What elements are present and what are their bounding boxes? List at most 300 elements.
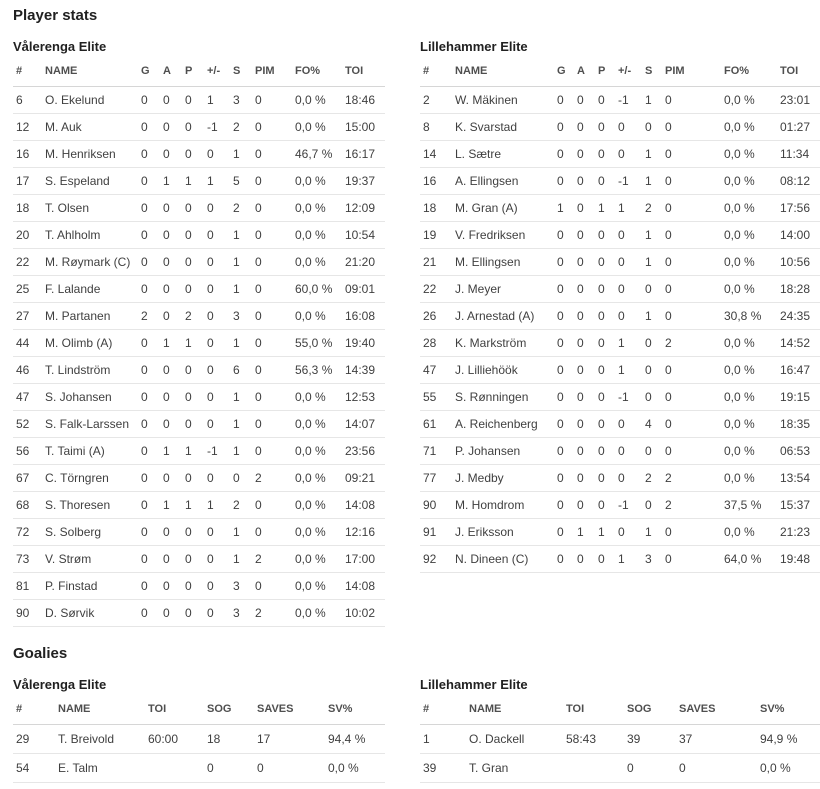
stat-cell-name: S. Johansen xyxy=(45,384,141,411)
column-header-col: # xyxy=(420,53,455,87)
stat-cell-toi: 17:56 xyxy=(780,195,820,222)
stat-cell-col: 0 xyxy=(618,411,645,438)
stat-cell-col: 16 xyxy=(420,168,455,195)
stat-cell-col: 61 xyxy=(420,411,455,438)
player-row xyxy=(420,411,820,438)
stat-cell-s: 3 xyxy=(233,600,255,627)
column-header-name: NAME xyxy=(58,691,148,725)
stat-cell-toi: 14:00 xyxy=(780,222,820,249)
stat-cell-fo: 0,0 % xyxy=(295,438,345,465)
stat-cell-p: 0 xyxy=(598,114,618,141)
stat-cell-toi: 11:34 xyxy=(780,141,820,168)
stat-cell-pim: 2 xyxy=(255,546,295,573)
stat-cell-pim: 0 xyxy=(665,87,724,114)
stat-cell-col: 17 xyxy=(13,168,45,195)
column-header-s: S xyxy=(645,53,665,87)
stat-cell-name: T. Taimi (A) xyxy=(45,438,141,465)
stat-cell-col: 73 xyxy=(13,546,45,573)
stat-cell-col: 0 xyxy=(618,303,645,330)
stat-cell-pim: 0 xyxy=(665,222,724,249)
column-header-row xyxy=(13,53,385,87)
stat-cell-g: 0 xyxy=(141,465,163,492)
goalie-row xyxy=(13,725,385,754)
team-block-players-away xyxy=(420,23,820,573)
stat-cell-g: 0 xyxy=(141,492,163,519)
stat-cell-p: 1 xyxy=(185,330,207,357)
stat-cell-p: 0 xyxy=(185,222,207,249)
stat-cell-col: 0 xyxy=(618,519,645,546)
stat-cell-pim: 0 xyxy=(255,492,295,519)
stat-cell-name: V. Strøm xyxy=(45,546,141,573)
stat-cell-col: 68 xyxy=(13,492,45,519)
stat-cell-g: 0 xyxy=(141,222,163,249)
stat-cell-name: K. Svarstad xyxy=(455,114,557,141)
stat-cell-col: 56 xyxy=(13,438,45,465)
stat-cell-s: 1 xyxy=(645,222,665,249)
stat-cell-col: 0 xyxy=(207,303,233,330)
stat-cell-name: O. Ekelund xyxy=(45,87,141,114)
stat-cell-name: S. Rønningen xyxy=(455,384,557,411)
stat-cell-p: 0 xyxy=(598,87,618,114)
stat-cell-fo: 0,0 % xyxy=(295,249,345,276)
stat-cell-col: 0 xyxy=(207,141,233,168)
stat-cell-col: 26 xyxy=(420,303,455,330)
column-header-col: # xyxy=(13,691,58,725)
stat-cell-sv: 94,4 % xyxy=(328,725,385,754)
stat-cell-s: 1 xyxy=(233,519,255,546)
stat-cell-name: M. Ellingsen xyxy=(455,249,557,276)
stat-cell-pim: 0 xyxy=(255,519,295,546)
stat-cell-toi: 19:40 xyxy=(345,330,385,357)
goalie-stats-table-home xyxy=(13,691,385,783)
stat-cell-toi: 14:08 xyxy=(345,492,385,519)
team-block-players-home xyxy=(13,23,385,627)
player-row xyxy=(13,249,385,276)
stat-cell-g: 0 xyxy=(141,411,163,438)
stat-cell-s: 1 xyxy=(233,411,255,438)
stat-cell-toi: 19:15 xyxy=(780,384,820,411)
player-row xyxy=(13,492,385,519)
stat-cell-toi: 14:39 xyxy=(345,357,385,384)
stat-cell-a: 0 xyxy=(163,573,185,600)
stat-cell-name: P. Finstad xyxy=(45,573,141,600)
stat-cell-name: E. Talm xyxy=(58,754,148,783)
stat-cell-s: 3 xyxy=(233,303,255,330)
stat-cell-fo: 0,0 % xyxy=(295,303,345,330)
column-header-a: A xyxy=(577,53,598,87)
stat-cell-col: 0 xyxy=(618,249,645,276)
stat-cell-fo: 0,0 % xyxy=(724,519,780,546)
stat-cell-a: 0 xyxy=(577,114,598,141)
goalie-tables-grid xyxy=(13,661,820,783)
stat-cell-saves: 0 xyxy=(679,754,760,783)
stat-cell-name: J. Lilliehöök xyxy=(455,357,557,384)
stat-cell-a: 0 xyxy=(163,357,185,384)
stat-cell-fo: 0,0 % xyxy=(295,492,345,519)
stat-cell-a: 0 xyxy=(163,411,185,438)
stat-cell-a: 0 xyxy=(163,519,185,546)
stat-cell-col: 14 xyxy=(420,141,455,168)
stat-cell-sv: 0,0 % xyxy=(760,754,820,783)
stat-cell-s: 0 xyxy=(645,330,665,357)
stat-cell-col: 0 xyxy=(207,249,233,276)
stat-cell-a: 0 xyxy=(577,249,598,276)
stat-cell-col: 0 xyxy=(207,519,233,546)
stat-cell-g: 0 xyxy=(141,519,163,546)
stat-cell-col: 0 xyxy=(207,222,233,249)
stat-cell-pim: 0 xyxy=(665,195,724,222)
stat-cell-name: M. Henriksen xyxy=(45,141,141,168)
stat-cell-fo: 0,0 % xyxy=(295,600,345,627)
stat-cell-col: 21 xyxy=(420,249,455,276)
stat-cell-a: 0 xyxy=(163,87,185,114)
stat-cell-col: 1 xyxy=(207,87,233,114)
stat-cell-g: 0 xyxy=(557,141,577,168)
stat-cell-pim: 0 xyxy=(255,438,295,465)
stat-cell-name: T. Gran xyxy=(469,754,566,783)
player-row xyxy=(420,492,820,519)
stat-cell-s: 0 xyxy=(233,465,255,492)
column-header-sog: SOG xyxy=(627,691,679,725)
stat-cell-toi: 06:53 xyxy=(780,438,820,465)
stat-cell-col: 55 xyxy=(420,384,455,411)
stat-cell-name: S. Espeland xyxy=(45,168,141,195)
player-row xyxy=(13,546,385,573)
stat-cell-s: 1 xyxy=(233,276,255,303)
stat-cell-s: 0 xyxy=(645,492,665,519)
goalies-title: Goalies xyxy=(13,645,68,662)
stat-cell-name: T. Breivold xyxy=(58,725,148,754)
stat-cell-pim: 0 xyxy=(255,195,295,222)
stat-cell-col: 20 xyxy=(13,222,45,249)
stat-cell-s: 1 xyxy=(645,249,665,276)
column-header-sv: SV% xyxy=(328,691,385,725)
stat-cell-p: 2 xyxy=(185,303,207,330)
stat-cell-a: 0 xyxy=(577,492,598,519)
player-row xyxy=(420,546,820,573)
stat-cell-a: 0 xyxy=(577,141,598,168)
stat-cell-col: 1 xyxy=(618,195,645,222)
stat-cell-col: 25 xyxy=(13,276,45,303)
stat-cell-s: 5 xyxy=(233,168,255,195)
column-header-toi: TOI xyxy=(780,53,820,87)
stat-cell-col: -1 xyxy=(207,438,233,465)
goalie-row xyxy=(420,754,820,783)
stat-cell-a: 1 xyxy=(577,519,598,546)
column-header-sog: SOG xyxy=(207,691,257,725)
stat-cell-s: 0 xyxy=(645,114,665,141)
stat-cell-fo: 46,7 % xyxy=(295,141,345,168)
stat-cell-s: 3 xyxy=(645,546,665,573)
stat-cell-toi: 12:16 xyxy=(345,519,385,546)
stat-cell-toi: 16:17 xyxy=(345,141,385,168)
stat-cell-col: 2 xyxy=(420,87,455,114)
player-row xyxy=(13,438,385,465)
stat-cell-g: 0 xyxy=(141,330,163,357)
stat-cell-pim: 0 xyxy=(665,168,724,195)
column-header-a: A xyxy=(163,53,185,87)
column-header-fo: FO% xyxy=(295,53,345,87)
stat-cell-fo: 64,0 % xyxy=(724,546,780,573)
stat-cell-a: 0 xyxy=(577,546,598,573)
player-row xyxy=(13,573,385,600)
stat-cell-name: P. Johansen xyxy=(455,438,557,465)
stat-cell-p: 0 xyxy=(185,114,207,141)
stat-cell-p: 0 xyxy=(598,303,618,330)
stat-cell-toi: 12:53 xyxy=(345,384,385,411)
stat-cell-g: 0 xyxy=(141,438,163,465)
stat-cell-col: 47 xyxy=(420,357,455,384)
stat-cell-col: 1 xyxy=(618,330,645,357)
stat-cell-p: 0 xyxy=(185,465,207,492)
goalie-team-name-home: Vålerenga Elite xyxy=(13,677,107,692)
stat-cell-name: A. Reichenberg xyxy=(455,411,557,438)
stat-cell-col: 0 xyxy=(207,276,233,303)
stat-cell-a: 0 xyxy=(163,384,185,411)
stat-cell-g: 0 xyxy=(557,384,577,411)
column-header-name: NAME xyxy=(469,691,566,725)
stat-cell-g: 0 xyxy=(557,492,577,519)
stat-cell-p: 0 xyxy=(185,276,207,303)
stat-cell-fo: 0,0 % xyxy=(724,141,780,168)
column-header-col: +/- xyxy=(618,53,645,87)
stat-cell-g: 0 xyxy=(141,357,163,384)
stat-cell-col: 1 xyxy=(207,168,233,195)
stat-cell-toi xyxy=(148,754,207,783)
column-header-toi: TOI xyxy=(148,691,207,725)
stat-cell-toi: 09:21 xyxy=(345,465,385,492)
player-row xyxy=(13,87,385,114)
stat-cell-pim: 0 xyxy=(255,411,295,438)
stat-cell-toi xyxy=(566,754,627,783)
stat-cell-toi: 21:20 xyxy=(345,249,385,276)
stat-cell-col: 0 xyxy=(618,222,645,249)
stat-cell-s: 2 xyxy=(233,195,255,222)
stat-cell-name: S. Thoresen xyxy=(45,492,141,519)
stat-cell-p: 1 xyxy=(598,519,618,546)
team-name-away: Lillehammer Elite xyxy=(420,39,528,54)
stat-cell-fo: 30,8 % xyxy=(724,303,780,330)
stat-cell-p: 0 xyxy=(598,438,618,465)
stat-cell-toi: 01:27 xyxy=(780,114,820,141)
stat-cell-col: 0 xyxy=(207,600,233,627)
stat-cell-g: 0 xyxy=(557,303,577,330)
stat-cell-fo: 0,0 % xyxy=(724,276,780,303)
stat-cell-toi: 16:08 xyxy=(345,303,385,330)
stat-cell-name: N. Dineen (C) xyxy=(455,546,557,573)
stat-cell-col: -1 xyxy=(618,384,645,411)
stat-cell-p: 0 xyxy=(185,357,207,384)
player-row xyxy=(420,384,820,411)
stat-cell-s: 2 xyxy=(233,492,255,519)
stat-cell-g: 0 xyxy=(141,600,163,627)
stat-cell-a: 0 xyxy=(163,141,185,168)
player-row xyxy=(420,87,820,114)
stat-cell-name: F. Lalande xyxy=(45,276,141,303)
stat-cell-pim: 0 xyxy=(255,249,295,276)
stat-cell-g: 0 xyxy=(557,249,577,276)
column-header-fo: FO% xyxy=(724,53,780,87)
stat-cell-toi: 10:02 xyxy=(345,600,385,627)
stat-cell-sv: 94,9 % xyxy=(760,725,820,754)
stat-cell-g: 0 xyxy=(557,465,577,492)
column-header-name: NAME xyxy=(455,53,557,87)
stat-cell-toi: 17:00 xyxy=(345,546,385,573)
stat-cell-name: S. Solberg xyxy=(45,519,141,546)
stat-cell-g: 0 xyxy=(141,384,163,411)
stat-cell-col: 1 xyxy=(207,492,233,519)
stat-cell-a: 1 xyxy=(163,438,185,465)
stat-cell-col: 18 xyxy=(13,195,45,222)
stat-cell-a: 1 xyxy=(163,492,185,519)
stat-cell-col: 0 xyxy=(618,276,645,303)
stat-cell-col: 0 xyxy=(618,114,645,141)
stat-cell-col: 81 xyxy=(13,573,45,600)
stat-cell-a: 0 xyxy=(577,330,598,357)
stat-cell-col: 67 xyxy=(13,465,45,492)
column-header-pim: PIM xyxy=(255,53,295,87)
stat-cell-col: 22 xyxy=(420,276,455,303)
player-row xyxy=(420,114,820,141)
stat-cell-name: T. Ahlholm xyxy=(45,222,141,249)
stat-cell-col: 0 xyxy=(207,465,233,492)
player-row xyxy=(420,141,820,168)
stat-cell-name: J. Medby xyxy=(455,465,557,492)
stat-cell-toi: 14:08 xyxy=(345,573,385,600)
stat-cell-name: D. Sørvik xyxy=(45,600,141,627)
stat-cell-col: 0 xyxy=(207,411,233,438)
stat-cell-a: 0 xyxy=(577,276,598,303)
stat-cell-pim: 0 xyxy=(665,357,724,384)
stat-cell-pim: 0 xyxy=(255,141,295,168)
stat-cell-pim: 0 xyxy=(665,546,724,573)
stat-cell-col: 71 xyxy=(420,438,455,465)
player-row xyxy=(420,330,820,357)
column-header-sv: SV% xyxy=(760,691,820,725)
stat-cell-p: 0 xyxy=(598,492,618,519)
stat-cell-fo: 0,0 % xyxy=(295,519,345,546)
stat-cell-name: J. Eriksson xyxy=(455,519,557,546)
stat-cell-g: 0 xyxy=(557,411,577,438)
stat-cell-fo: 0,0 % xyxy=(295,573,345,600)
player-row xyxy=(420,465,820,492)
stat-cell-name: M. Olimb (A) xyxy=(45,330,141,357)
column-header-p: P xyxy=(185,53,207,87)
stat-cell-fo: 0,0 % xyxy=(724,438,780,465)
stat-cell-g: 0 xyxy=(141,276,163,303)
stat-cell-p: 0 xyxy=(185,600,207,627)
column-header-toi: TOI xyxy=(345,53,385,87)
stat-cell-s: 1 xyxy=(233,438,255,465)
stat-cell-s: 1 xyxy=(233,384,255,411)
stat-cell-s: 0 xyxy=(645,357,665,384)
stat-cell-a: 0 xyxy=(577,195,598,222)
stat-cell-col: 77 xyxy=(420,465,455,492)
stat-cell-fo: 0,0 % xyxy=(724,357,780,384)
stat-cell-fo: 0,0 % xyxy=(724,384,780,411)
player-row xyxy=(420,303,820,330)
stat-cell-a: 0 xyxy=(577,384,598,411)
stat-cell-name: W. Mäkinen xyxy=(455,87,557,114)
stat-cell-pim: 0 xyxy=(255,573,295,600)
stat-cell-p: 0 xyxy=(185,384,207,411)
column-header-p: P xyxy=(598,53,618,87)
stat-cell-toi: 15:37 xyxy=(780,492,820,519)
team-name-home: Vålerenga Elite xyxy=(13,39,107,54)
stat-cell-pim: 2 xyxy=(665,465,724,492)
player-row xyxy=(13,114,385,141)
player-row xyxy=(420,249,820,276)
stat-cell-a: 0 xyxy=(163,114,185,141)
stat-cell-toi: 18:35 xyxy=(780,411,820,438)
stat-cell-fo: 0,0 % xyxy=(724,411,780,438)
stat-cell-col: 0 xyxy=(207,573,233,600)
column-header-row xyxy=(420,53,820,87)
stat-cell-col: -1 xyxy=(618,168,645,195)
stat-cell-pim: 0 xyxy=(255,384,295,411)
stat-cell-col: 8 xyxy=(420,114,455,141)
stat-cell-col: 27 xyxy=(13,303,45,330)
stat-cell-a: 1 xyxy=(163,168,185,195)
stat-cell-fo: 56,3 % xyxy=(295,357,345,384)
player-row xyxy=(13,384,385,411)
player-row xyxy=(13,141,385,168)
stat-cell-name: S. Falk-Larssen xyxy=(45,411,141,438)
stat-cell-fo: 37,5 % xyxy=(724,492,780,519)
stat-cell-pim: 2 xyxy=(255,600,295,627)
player-row xyxy=(13,168,385,195)
stat-cell-pim: 0 xyxy=(665,303,724,330)
player-stats-table-home xyxy=(13,53,385,627)
stat-cell-p: 0 xyxy=(185,573,207,600)
stat-cell-p: 0 xyxy=(185,249,207,276)
stat-cell-saves: 0 xyxy=(257,754,328,783)
stat-cell-saves: 37 xyxy=(679,725,760,754)
stat-cell-p: 0 xyxy=(598,384,618,411)
stat-cell-s: 1 xyxy=(645,168,665,195)
stat-cell-a: 0 xyxy=(163,276,185,303)
stat-cell-name: T. Olsen xyxy=(45,195,141,222)
column-header-s: S xyxy=(233,53,255,87)
stat-cell-s: 1 xyxy=(645,141,665,168)
column-header-g: G xyxy=(557,53,577,87)
stat-cell-pim: 0 xyxy=(255,357,295,384)
stat-cell-s: 3 xyxy=(233,87,255,114)
stat-cell-pim: 0 xyxy=(255,330,295,357)
stat-cell-sog: 0 xyxy=(207,754,257,783)
stat-cell-toi: 12:09 xyxy=(345,195,385,222)
stat-cell-p: 1 xyxy=(185,438,207,465)
stat-cell-fo: 0,0 % xyxy=(295,411,345,438)
player-row xyxy=(13,276,385,303)
column-header-col: # xyxy=(13,53,45,87)
stat-cell-col: 72 xyxy=(13,519,45,546)
column-header-saves: SAVES xyxy=(679,691,760,725)
stat-cell-name: J. Meyer xyxy=(455,276,557,303)
stat-cell-a: 0 xyxy=(163,600,185,627)
stat-cell-fo: 0,0 % xyxy=(724,87,780,114)
stat-cell-a: 1 xyxy=(163,330,185,357)
stat-cell-a: 0 xyxy=(577,465,598,492)
stat-cell-col: 6 xyxy=(13,87,45,114)
stat-cell-fo: 0,0 % xyxy=(724,465,780,492)
stat-cell-toi: 14:07 xyxy=(345,411,385,438)
player-row xyxy=(420,276,820,303)
player-row xyxy=(420,195,820,222)
stat-cell-col: 91 xyxy=(420,519,455,546)
stat-cell-pim: 2 xyxy=(255,465,295,492)
stat-cell-toi: 21:23 xyxy=(780,519,820,546)
